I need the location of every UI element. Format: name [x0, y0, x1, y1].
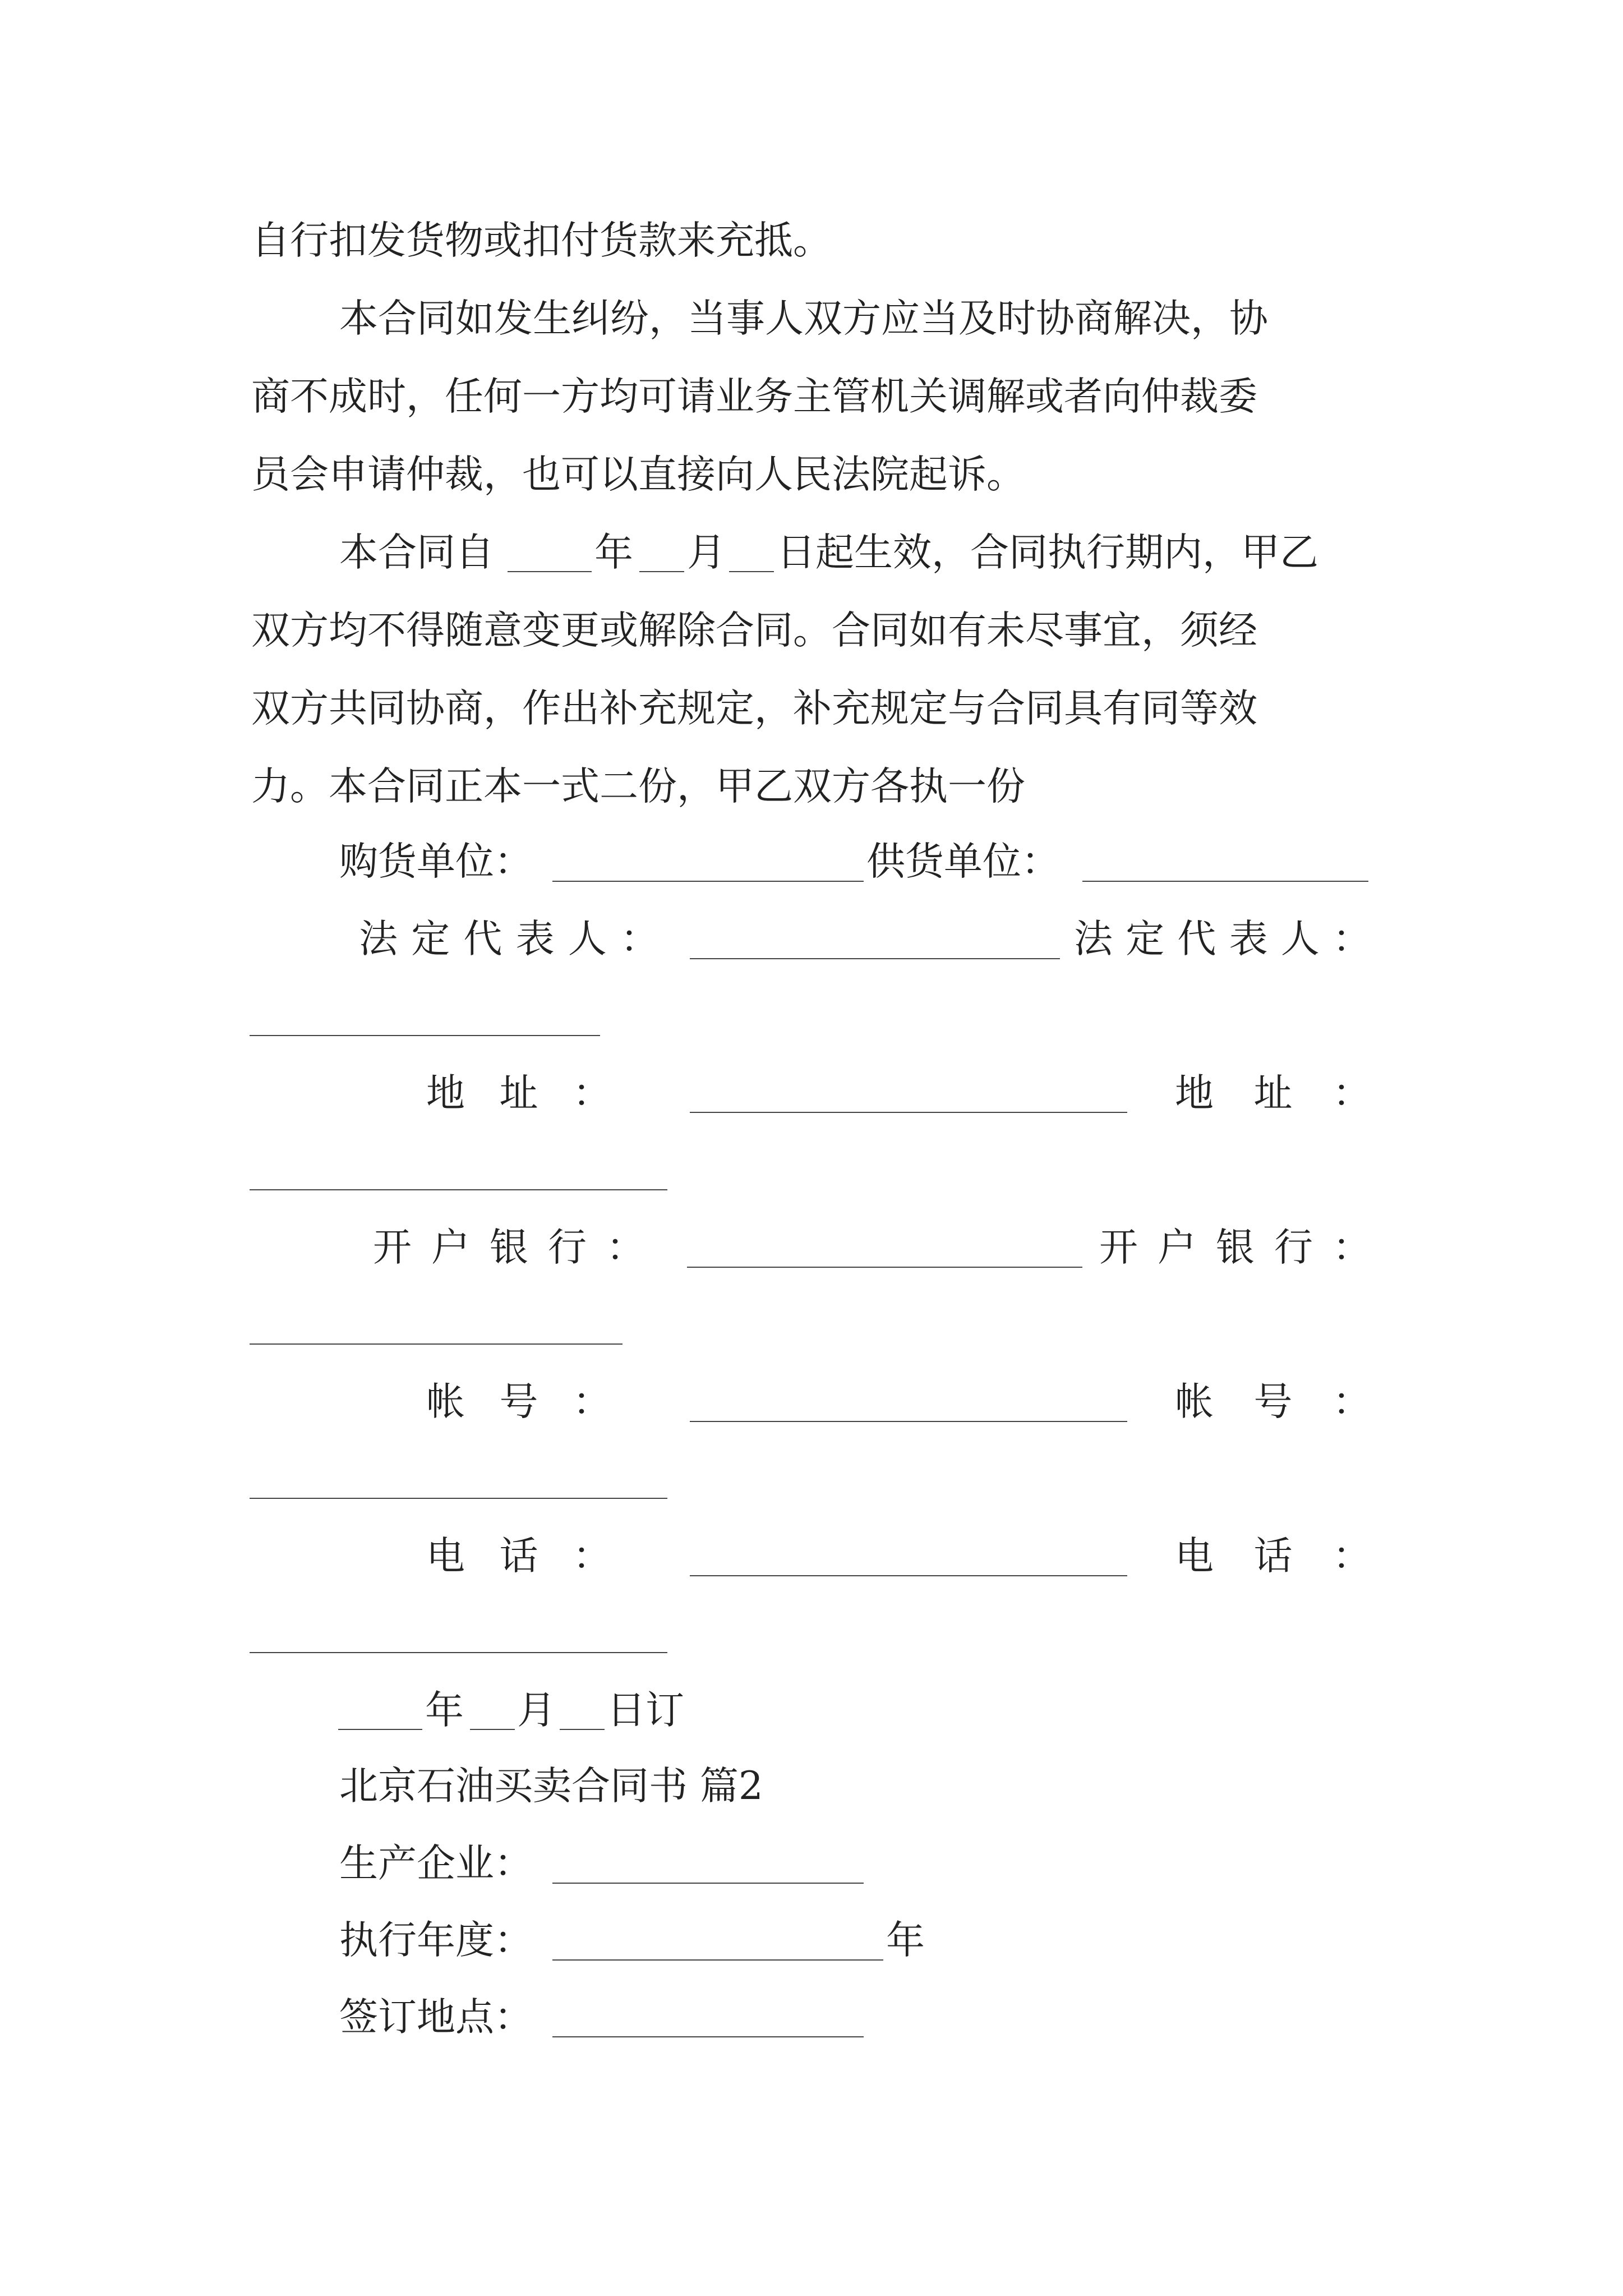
phone-label-buyer: 电 话 ：	[426, 1534, 611, 1579]
paragraph-line: 商不成时，任何一方均可请业务主管机关调解或者向仲裁委	[251, 374, 1257, 419]
sign-month-label: 月	[517, 1688, 556, 1733]
account-label-buyer: 帐 号 ：	[426, 1379, 611, 1424]
paragraph-line: 自行扣发货物或扣付货款来充抵。	[251, 218, 832, 263]
bank-blank-buyer	[687, 1267, 1082, 1268]
year-blank	[508, 571, 592, 572]
producer-blank	[552, 1883, 864, 1884]
paragraph-line: 双方共同协商，作出补充规定，补充规定与合同具有同等效	[251, 686, 1257, 731]
bank-label-buyer: 开 户 银 行 ：	[373, 1225, 645, 1270]
paragraph-line: 力。本合同正本一式二份，甲乙双方各执一份	[251, 764, 1025, 809]
execution-year-suffix: 年	[886, 1918, 925, 1963]
signing-place-label: 签订地点：	[339, 1995, 533, 2040]
legal-rep-label-buyer: 法 定 代 表 人 ：	[359, 917, 659, 961]
bank-blank-supplier	[250, 1343, 623, 1345]
paragraph-text: 本合同自	[339, 530, 494, 575]
section-title: 北京石油买卖合同书 篇2	[339, 1764, 763, 1809]
signing-place-blank	[552, 2036, 864, 2037]
account-blank-supplier	[250, 1498, 667, 1499]
sign-day-blank	[560, 1729, 605, 1730]
supplier-blank	[1082, 881, 1368, 882]
legal-rep-label-supplier: 法 定 代 表 人 ：	[1074, 917, 1371, 961]
paragraph-text: 月	[687, 530, 726, 575]
address-blank-buyer	[690, 1112, 1127, 1113]
day-blank	[729, 571, 774, 572]
paragraph-text: 日起生效，合同执行期内，甲乙	[777, 530, 1318, 575]
producer-label: 生产企业：	[339, 1841, 533, 1886]
account-blank-buyer	[690, 1421, 1127, 1422]
execution-year-label: 执行年度：	[339, 1918, 533, 1963]
phone-blank-supplier	[250, 1652, 667, 1653]
address-blank-supplier	[250, 1189, 667, 1190]
sign-year-blank	[338, 1729, 422, 1730]
paragraph-line: 本合同如发生纠纷，当事人双方应当及时协商解决，协	[339, 296, 1268, 341]
supplier-label: 供货单位：	[866, 839, 1060, 884]
buyer-label: 购货单位：	[339, 839, 533, 884]
legal-rep-blank-buyer	[690, 958, 1060, 959]
paragraph-line: 双方均不得随意变更或解除合同。合同如有未尽事宜，须经	[251, 608, 1257, 653]
account-label-supplier: 帐 号 ：	[1175, 1379, 1371, 1424]
legal-rep-blank-supplier	[250, 1035, 600, 1036]
phone-label-supplier: 电 话 ：	[1175, 1534, 1371, 1579]
address-label-buyer: 地 址 ：	[426, 1071, 611, 1116]
paragraph-line: 员会申请仲裁，也可以直接向人民法院起诉。	[251, 452, 1025, 497]
sign-month-blank	[470, 1729, 515, 1730]
execution-year-blank	[552, 1959, 883, 1961]
sign-day-label: 日订	[607, 1688, 684, 1733]
paragraph-text: 年	[594, 530, 633, 575]
address-label-supplier: 地 址 ：	[1175, 1071, 1371, 1116]
phone-blank-buyer	[690, 1575, 1127, 1576]
month-blank	[639, 571, 684, 572]
bank-label-supplier: 开 户 银 行 ：	[1099, 1225, 1371, 1270]
sign-year-label: 年	[425, 1688, 464, 1733]
buyer-blank	[552, 881, 864, 882]
